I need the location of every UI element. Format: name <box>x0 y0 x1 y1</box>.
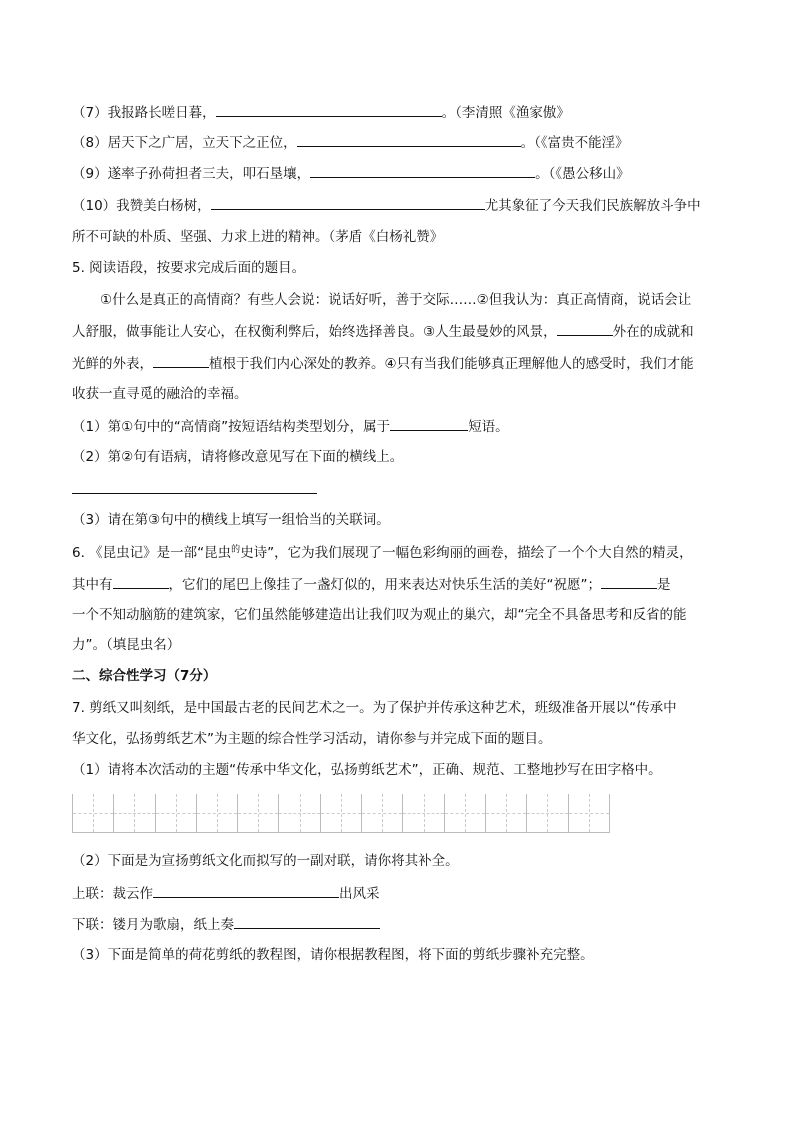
tianzige-grid[interactable] <box>72 794 610 833</box>
grid-cell[interactable] <box>527 794 568 832</box>
item-source: 。（李清照《渔家傲》 <box>441 105 570 121</box>
answer-blank[interactable] <box>390 416 468 431</box>
paragraph-text: 人舒服，做事能让人安心，在权衡利弊后，始终选择善良。③人生最曼妙的风景， <box>72 324 557 340</box>
grid-cell[interactable] <box>321 794 362 832</box>
q7-sub3: （3）下面是简单的荷花剪纸的教程图，请你根据教程图，将下面的剪纸步骤补充完整。 <box>72 947 594 963</box>
grid-cell[interactable] <box>486 794 527 832</box>
grid-cell[interactable] <box>238 794 279 832</box>
grid-cell[interactable] <box>445 794 486 832</box>
answer-blank[interactable] <box>557 321 613 336</box>
couplet-lower <box>72 914 380 935</box>
question-text: ，它们的尾巴上像挂了一盏灯似的，用来表达对快乐生活的美好“祝愿”； <box>168 577 601 593</box>
q7-sub1: （1）请将本次活动的主题“传承中华文化，弘扬剪纸艺术”，正确、规范、工整地抄写在田字格中。 <box>72 762 662 778</box>
answer-blank[interactable] <box>211 195 485 210</box>
item-text: （8）居天下之广居，立天下之正位， <box>72 135 297 151</box>
grid-cell[interactable] <box>569 794 610 832</box>
q4-item10-line2: 所不可缺的朴质、坚强、力求上进的精神。（茅盾《白杨礼赞》 <box>72 229 444 245</box>
grid-cell[interactable] <box>403 794 444 832</box>
q7-line2: 华文化，弘扬剪纸艺术”为主题的综合性学习活动，请你参与并完成下面的题目。 <box>72 731 552 747</box>
paragraph-text: 外在的成就和 <box>612 324 694 340</box>
q4-item9 <box>72 163 630 184</box>
couplet-text: 出风采 <box>339 886 380 902</box>
q6-line1 <box>72 543 693 563</box>
item-source: 。（《愚公移山》 <box>535 166 630 182</box>
grid-cell[interactable] <box>362 794 403 832</box>
paragraph-text: 光鲜的外表， <box>72 356 153 372</box>
q4-item10 <box>72 195 701 216</box>
question-text: （1）第①句中的“高情商”按短语结构类型划分，属于 <box>72 419 391 435</box>
grid-cell[interactable] <box>114 794 155 832</box>
answer-line[interactable] <box>72 493 317 494</box>
item-text: （10）我赞美白杨树， <box>72 198 211 214</box>
q5-paragraph: 收获一直寻觅的融洽的幸福。 <box>72 386 248 402</box>
answer-blank[interactable] <box>216 102 442 117</box>
answer-blank[interactable] <box>234 914 380 929</box>
section-heading: 二、综合性学习（7分） <box>72 668 217 684</box>
q6-line2 <box>72 574 671 595</box>
q5-title: 5. 阅读语段，按要求完成后面的题目。 <box>72 260 306 276</box>
item-text: （7）我报路长嗟日暮， <box>72 105 216 121</box>
grid-cell[interactable] <box>197 794 238 832</box>
answer-blank[interactable] <box>153 353 209 368</box>
q6-line4: 力”。（填昆虫名） <box>72 637 181 653</box>
question-text: 是 <box>657 577 671 593</box>
item-text: （9）遂率子孙荷担者三夫，叩石垦壤， <box>72 166 311 182</box>
q5-sub2: （2）第②句有语病，请将修改意见写在下面的横线上。 <box>72 449 404 465</box>
q5-sub3: （3）请在第③句中的横线上填写一组恰当的关联词。 <box>72 512 390 528</box>
q5-sub1 <box>72 416 509 437</box>
q7-sub2: （2）下面是为宣扬剪纸文化而拟写的一副对联，请你将其补全。 <box>72 853 459 869</box>
grid-cell[interactable] <box>73 794 114 832</box>
answer-blank[interactable] <box>310 163 535 178</box>
paragraph-text: 植根于我们内心深处的教养。④只有当我们能够真正理解他人的感受时，我们才能 <box>209 356 694 372</box>
answer-blank[interactable] <box>297 132 521 147</box>
question-text: 史诗”，它为我们展现了一幅色彩绚丽的画卷，描绘了一个个大自然的精灵， <box>240 545 693 561</box>
question-text: 6. 《昆虫记》是一部“昆虫 <box>72 545 232 561</box>
q6-line3: 一个不知动脑筋的建筑家，它们虽然能够建造出让我们叹为观止的巢穴，却“完全不具备思考和反省的能 <box>72 607 687 623</box>
q7-line1: 7. 剪纸又叫刻纸，是中国最古老的民间艺术之一。为了保护并传承这种艺术，班级准备开展以“传承中 <box>72 700 677 716</box>
question-text: 短语。 <box>468 419 509 435</box>
q5-paragraph <box>72 353 694 374</box>
superscript-char: 的 <box>231 545 241 555</box>
couplet-text: 上联：裁云作 <box>72 886 153 902</box>
q4-item7 <box>72 102 570 123</box>
couplet-text: 下联：镂月为歌扇，纸上奏 <box>72 917 234 933</box>
grid-cell[interactable] <box>156 794 197 832</box>
q5-paragraph <box>72 321 694 342</box>
q4-item8 <box>72 132 629 153</box>
q5-paragraph: ①什么是真正的高情商？有些人会说：说话好听，善于交际……②但我认为：真正高情商，说话会让 <box>100 292 692 308</box>
answer-blank[interactable] <box>113 574 169 589</box>
item-text: 尤其象征了今天我们民族解放斗争中 <box>484 198 701 214</box>
answer-blank[interactable] <box>601 574 657 589</box>
answer-blank[interactable] <box>153 883 339 898</box>
item-source: 。（《富贵不能淫》 <box>520 135 629 151</box>
grid-cell[interactable] <box>279 794 320 832</box>
couplet-upper <box>72 883 380 904</box>
question-text: 其中有 <box>72 577 113 593</box>
